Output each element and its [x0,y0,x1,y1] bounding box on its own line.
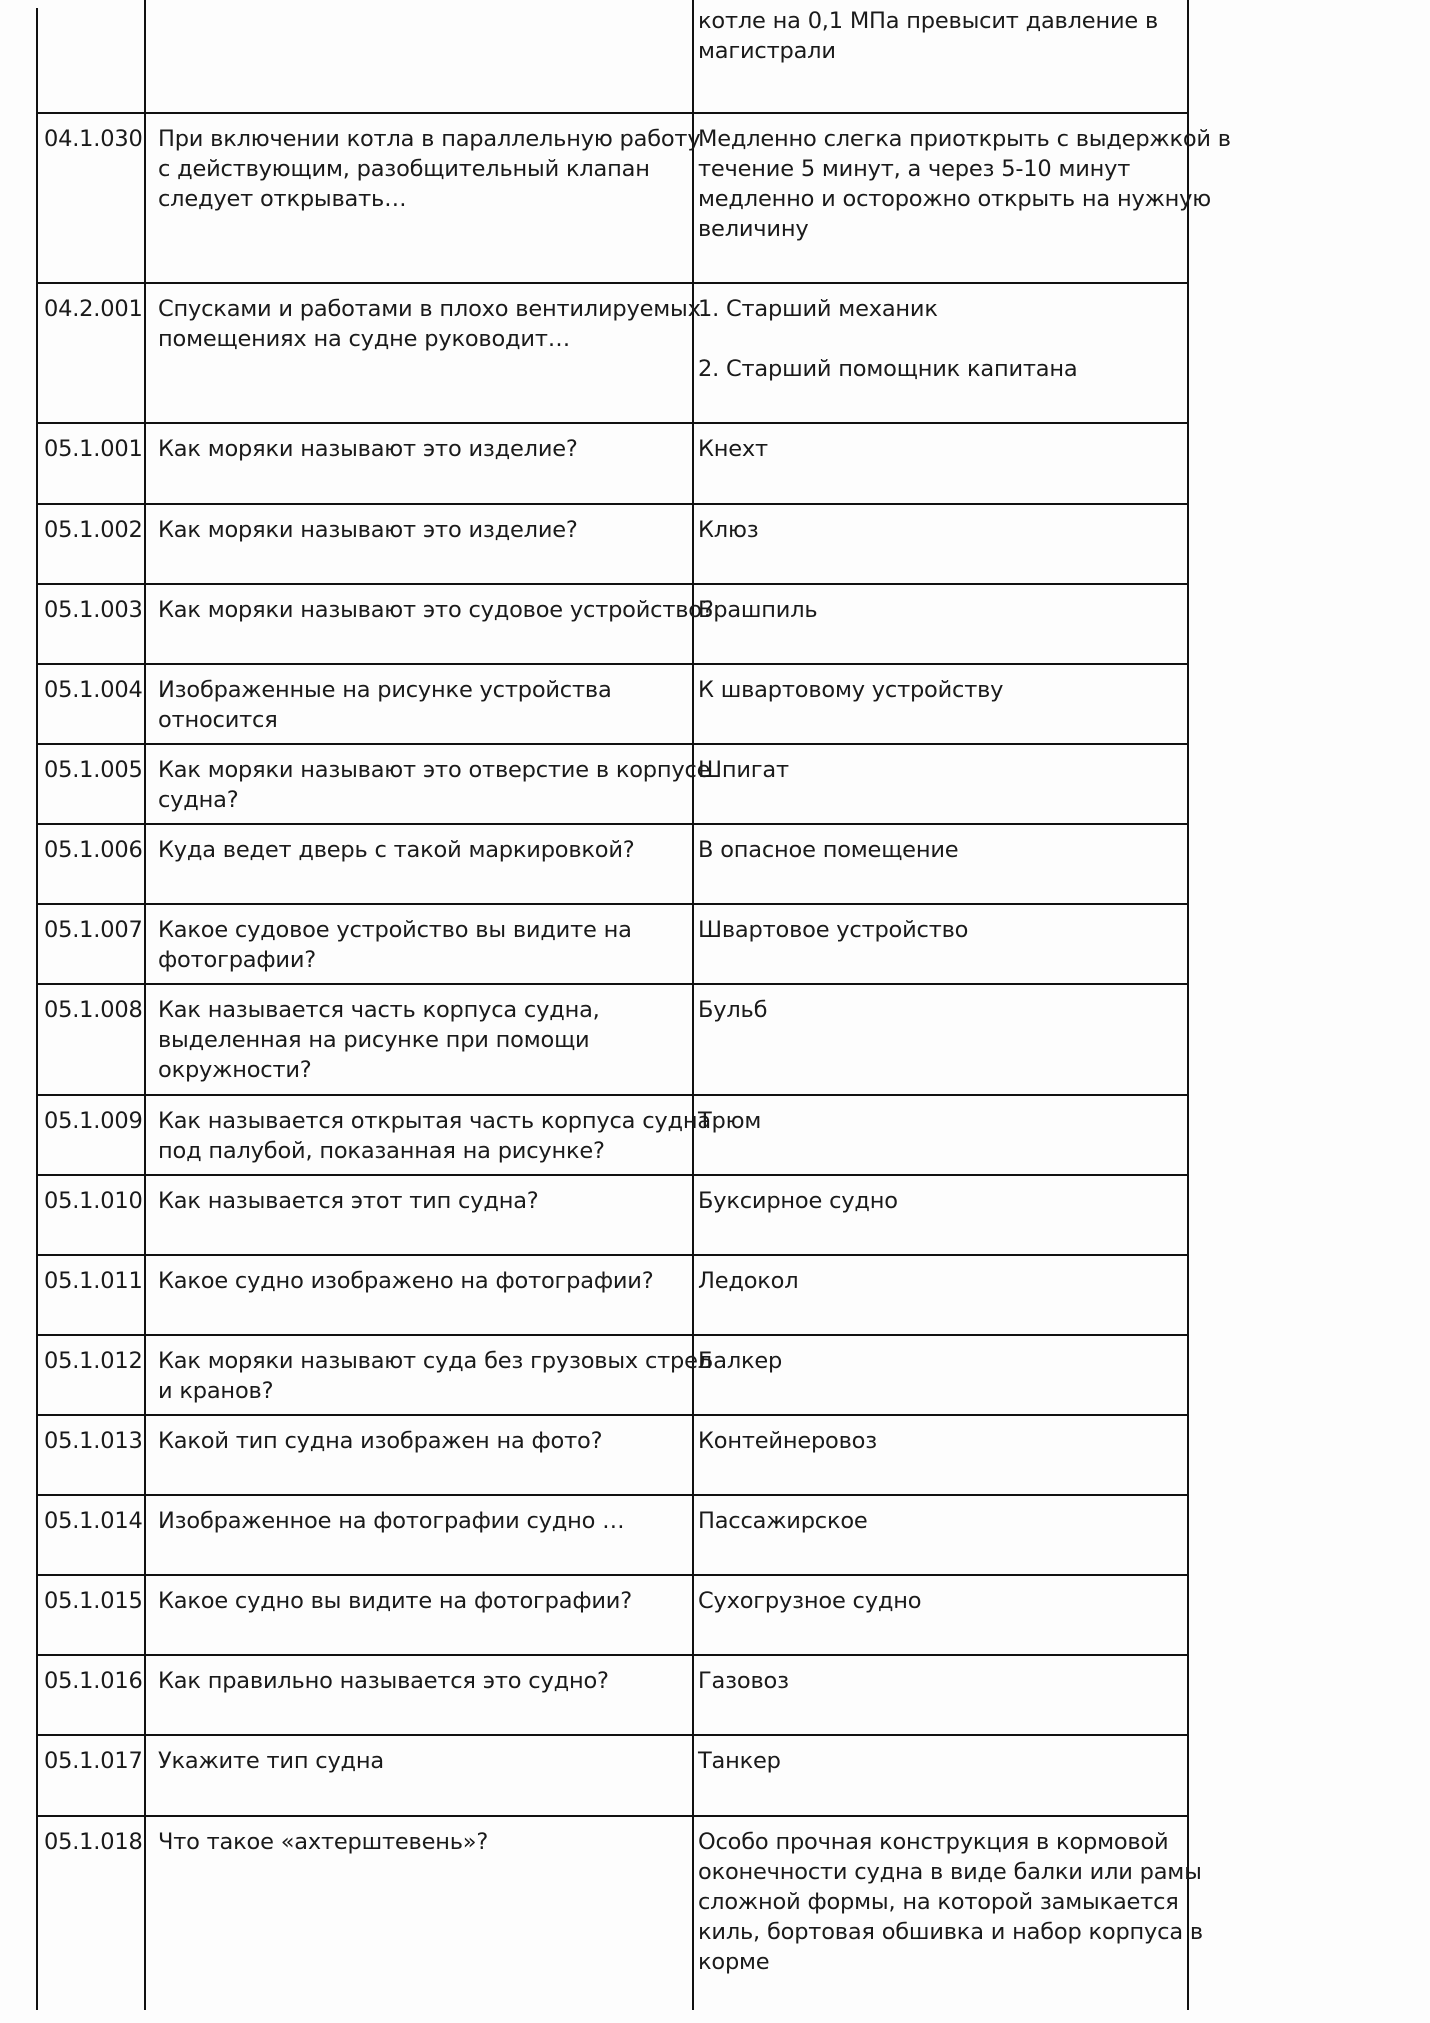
answer-text [698,124,1243,244]
table-row [34,983,1394,1094]
answer-line: Медленно слегка приоткрыть с выдержкой в течение 5 минут, а через 5-10 минут медленно и осторожно открыть на нужную величину [698,126,1231,242]
question-code: 05.1.011 [44,1268,143,1294]
answer-text [698,835,1243,865]
question-text: Как моряки называют это изделие? [158,517,578,543]
table-row [34,1254,1394,1334]
question-code: 05.1.010 [44,1188,143,1214]
table-row [34,823,1394,903]
question-code: 05.1.007 [44,917,143,943]
question-code: 05.1.018 [44,1829,143,1855]
question-code: 05.1.006 [44,837,143,863]
table-row [34,1574,1394,1654]
table-row [34,1815,1394,2010]
question-code: 04.1.030 [44,126,143,152]
answer-line: Кнехт [698,436,768,462]
question-code: 05.1.005 [44,757,143,783]
answer-text [698,6,1243,66]
question-code: 05.1.003 [44,597,143,623]
question-text: Как называется этот тип судна? [158,1188,539,1214]
answer-line: В опасное помещение [698,837,959,863]
question-code: 05.1.004 [44,677,143,703]
answer-line: Бульб [698,997,768,1023]
question-text: При включении котла в параллельную работу с действующим, разобщительный клапан следует открывать… [158,126,701,212]
question-text: Как моряки называют это отверстие в корпусе судна? [158,757,711,813]
answer-text [698,595,1243,625]
table-row [34,1094,1394,1174]
answer-line: Пассажирское [698,1508,868,1534]
table-row [34,1414,1394,1494]
table-row [34,112,1394,282]
answer-text [698,1746,1243,1776]
question-text: Какое судовое устройство вы видите на фотографии? [158,917,632,973]
question-code: 05.1.016 [44,1668,143,1694]
table-row [34,1494,1394,1574]
answer-text [698,1346,1243,1376]
question-text: Изображенное на фотографии судно … [158,1508,625,1534]
table-row [34,1174,1394,1254]
answer-line: Швартовое устройство [698,917,969,943]
answer-text [698,294,1243,384]
question-text: Как правильно называется это судно? [158,1668,609,1694]
table-row [34,583,1394,663]
table-row [34,743,1394,823]
question-text: Как моряки называют суда без грузовых стрел и кранов? [158,1348,712,1404]
answer-line: котле на 0,1 МПа превысит давление в магистрали [698,8,1159,64]
question-text: Укажите тип судна [158,1748,385,1774]
question-code: 05.1.013 [44,1428,143,1454]
question-code: 05.1.014 [44,1508,143,1534]
answer-line: Буксирное судно [698,1188,898,1214]
table-row [34,1734,1394,1815]
question-code: 05.1.001 [44,436,143,462]
answer-line: Брашпиль [698,597,818,623]
table-row [34,1334,1394,1414]
question-code: 05.1.009 [44,1108,143,1134]
answer-line: Балкер [698,1348,783,1374]
answer-text [698,1827,1243,1977]
answer-text [698,1666,1243,1696]
answer-line: Сухогрузное судно [698,1588,922,1614]
answer-line: Особо прочная конструкция в кормовой оконечности судна в виде балки или рамы сложной формы, на которой замыкается киль, бортовая обшивка и набор корпуса в корме [698,1829,1203,1975]
answer-text [698,995,1243,1025]
answer-line: К швартовому устройству [698,677,1004,703]
answer-line: Контейнеровоз [698,1428,878,1454]
question-text: Спусками и работами в плохо вентилируемых помещениях на судне руководит… [158,296,701,352]
table-row [34,903,1394,983]
answer-text [698,1426,1243,1456]
answer-line: Газовоз [698,1668,789,1694]
question-code: 04.2.001 [44,296,143,322]
question-text: Какое судно вы видите на фотографии? [158,1588,632,1614]
question-code: 05.1.017 [44,1748,143,1774]
question-code: 05.1.002 [44,517,143,543]
answer-text [698,1266,1243,1296]
question-code: 05.1.008 [44,997,143,1023]
answer-text [698,1106,1243,1136]
answer-text [698,1506,1243,1536]
answer-line: 1. Старший механик [698,296,938,322]
table-row [34,282,1394,422]
answer-text [698,915,1243,945]
answer-text [698,1186,1243,1216]
question-text: Как моряки называют это изделие? [158,436,578,462]
question-text: Как называется часть корпуса судна, выделенная на рисунке при помощи окружности? [158,997,600,1083]
table-row [34,0,1394,112]
question-text: Изображенные на рисунке устройства относится [158,677,612,733]
answer-line: Ледокол [698,1268,799,1294]
question-text: Какое судно изображено на фотографии? [158,1268,654,1294]
answer-text [698,755,1243,785]
table-row [34,422,1394,503]
question-text: Что такое «ахтерштевень»? [158,1829,489,1855]
answer-line: Трюм [698,1108,762,1134]
question-text: Куда ведет дверь с такой маркировкой? [158,837,635,863]
question-text: Как моряки называют это судовое устройство? [158,597,714,623]
question-code: 05.1.012 [44,1348,143,1374]
question-text: Какой тип судна изображен на фото? [158,1428,603,1454]
answer-text [698,675,1243,705]
answer-line: Шпигат [698,757,789,783]
answer-line: Танкер [698,1748,781,1774]
answer-text [698,434,1243,464]
table-row [34,1654,1394,1734]
answer-text [698,1586,1243,1616]
answer-text [698,515,1243,545]
question-text: Как называется открытая часть корпуса судна под палубой, показанная на рисунке? [158,1108,711,1164]
table-row [34,663,1394,743]
question-code: 05.1.015 [44,1588,143,1614]
answer-line: Клюз [698,517,759,543]
table-row [34,503,1394,583]
answer-line: 2. Старший помощник капитана [698,356,1078,382]
